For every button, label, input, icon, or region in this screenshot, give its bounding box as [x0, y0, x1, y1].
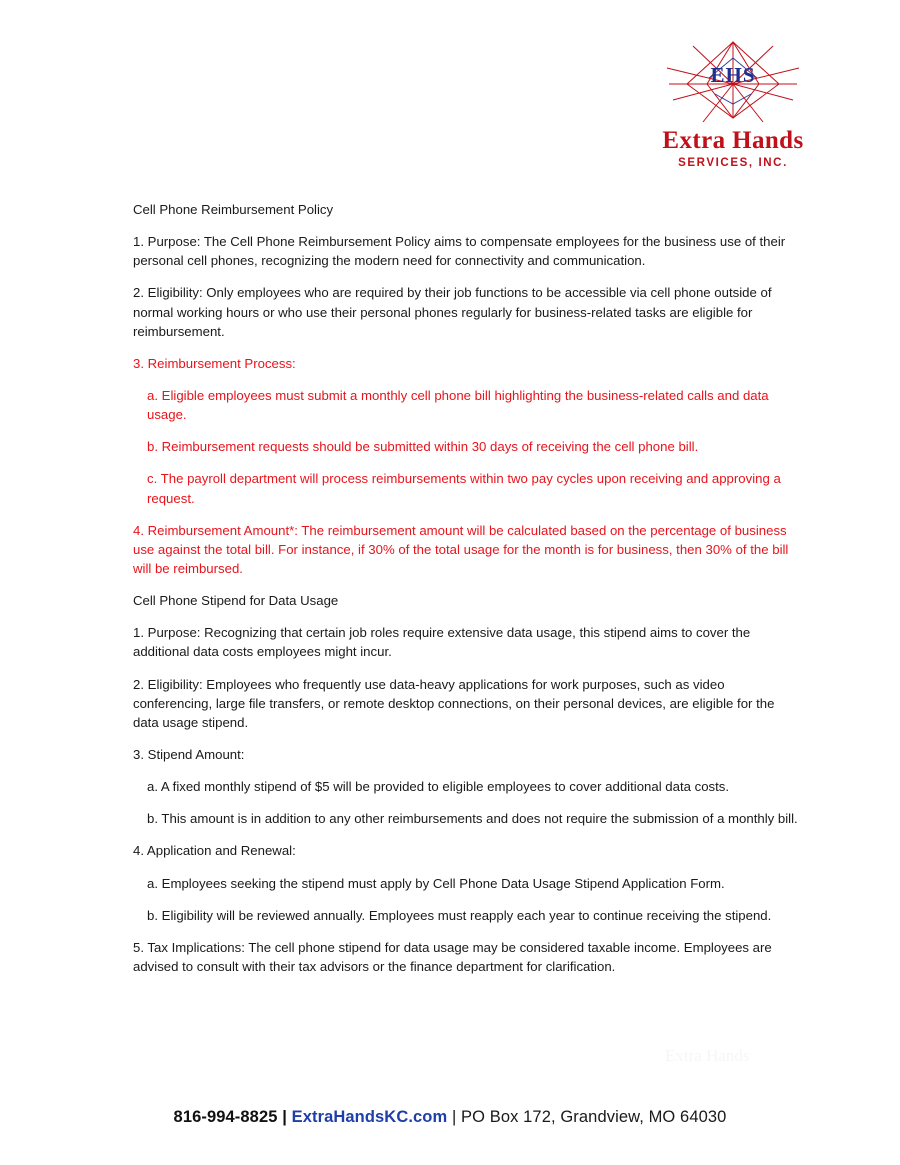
paragraph-stipend-amount: 3. Stipend Amount:: [133, 746, 245, 762]
paragraph-tax-implications: 5. Tax Implications: The cell phone stipend for data usage may be considered taxable income. Employees are advised to consult with their tax advisors or the finance department for clarification.: [133, 939, 772, 974]
company-logo: [618, 38, 848, 169]
paragraph-process-c: c. The payroll department will process reimbursements within two pay cycles upon receiving and approving a request.: [147, 471, 781, 506]
logo-company-subtitle: SERVICES, INC.: [678, 157, 788, 170]
svg-text:Extra Hands: Extra Hands: [665, 1046, 750, 1065]
footer-address: | PO Box 172, Grandview, MO 64030: [447, 1108, 727, 1126]
footer-website-link[interactable]: ExtraHandsKC.com: [291, 1108, 448, 1126]
paragraph-stipend-amount-b: b. This amount is in addition to any other reimbursements and does not require the submission of a monthly bill.: [147, 811, 798, 827]
paragraph-reimbursement-amount: 4. Reimbursement Amount*: The reimbursement amount will be calculated based on the percentage of business use against the total bill. For instance, if 30% of the total usage for the month is for business, then 30% of the bill will be reimbursed.: [133, 522, 789, 576]
paragraph-application-a: a. Employees seeking the stipend must apply by Cell Phone Data Usage Stipend Application Form.: [147, 875, 725, 891]
paragraph-purpose: 1. Purpose: The Cell Phone Reimbursement Policy aims to compensate employees for the business use of their personal cell phones, recognizing the modern need for connectivity and communication.: [133, 234, 786, 269]
paragraph-reimbursement-process: 3. Reimbursement Process:: [133, 355, 296, 371]
paragraph-eligibility: 2. Eligibility: Only employees who are required by their job functions to be accessible via cell phone outside of normal working hours or who use their personal phones regularly for business-related tasks are eligible for reimbursement.: [133, 285, 772, 339]
svg-text:EHS: EHS: [710, 63, 756, 87]
paragraph-stipend-eligibility: 2. Eligibility: Employees who frequently use data-heavy applications for work purposes, such as video conferencing, large file transfers, or remote desktop connections, on their personal devices, are eligible for the data usage stipend.: [133, 676, 775, 730]
paragraph-process-a: a. Eligible employees must submit a monthly cell phone bill highlighting the business-related calls and data usage.: [147, 387, 769, 423]
paragraph-stipend-purpose: 1. Purpose: Recognizing that certain job roles require extensive data usage, this stipend aims to cover the additional data costs employees might incur.: [133, 625, 751, 660]
footer-phone: 816-994-8825: [173, 1108, 278, 1126]
paragraph-stipend-amount-a: a. A fixed monthly stipend of $5 will be provided to eligible employees to cover additional data costs.: [147, 779, 730, 795]
paragraph-stipend-title: Cell Phone Stipend for Data Usage: [133, 593, 339, 609]
document-body: [133, 200, 799, 989]
faint-watermark: [665, 1043, 805, 1067]
logo-company-name: Extra Hands: [662, 127, 804, 154]
footer-separator: |: [277, 1108, 292, 1126]
footer: [0, 1108, 900, 1127]
logo-diamond-icon: [663, 38, 803, 124]
paragraph-application-renewal: 4. Application and Renewal:: [133, 843, 296, 859]
paragraph-title: Cell Phone Reimbursement Policy: [133, 202, 334, 217]
paragraph-application-b: b. Eligibility will be reviewed annually. Employees must reapply each year to continue receiving the stipend.: [147, 907, 772, 923]
paragraph-process-b: b. Reimbursement requests should be submitted within 30 days of receiving the cell phone bill.: [147, 439, 699, 455]
